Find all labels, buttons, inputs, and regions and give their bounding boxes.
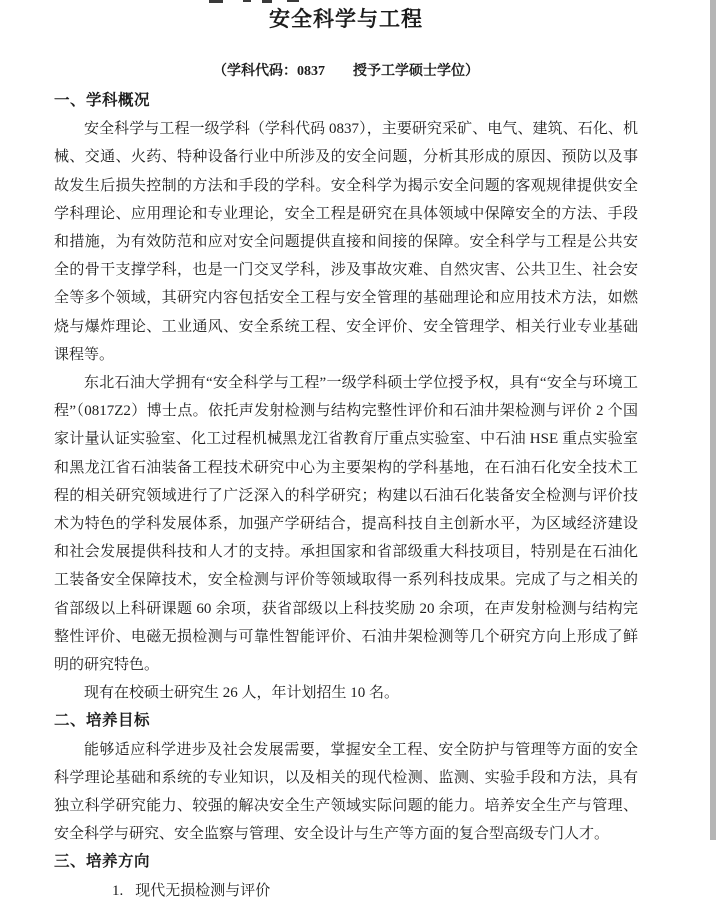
- degree-code-subtitle: （学科代码：0837 授予工学硕士学位）: [213, 64, 479, 79]
- vertical-scrollbar[interactable]: [710, 0, 716, 840]
- page-title: 安全科学与工程: [269, 7, 423, 31]
- paragraph-training-goal: 能够适应科学进步及社会发展需要，掌握安全工程、安全防护与管理等方面的安全科学理论基础和系统的专业知识，以及相关的现代检测、监测、实验手段和方法，具有独立科学研究能力、较强的解决安全生产领域实际问题的能力。培养安全生产与管理、安全科学与研究、安全监察与管理、安全设计与生产等方面的复合型高级专门人才。: [54, 741, 638, 843]
- page-crop-artifact: [243, 0, 251, 2]
- paragraph-discipline-intro: 安全科学与工程一级学科（学科代码 0837），主要研究采矿、电气、建筑、石化、机械、交通、火药、特种设备行业中所涉及的安全问题，分析其形成的原因、预防以及事故发生后损失控制的方法和手段的学科。安全科学为揭示安全问题的客观规律提供安全学科理论、应用理论和专业理论，安全工程是研究在具体领域中保障安全的方法、手段和措施，为有效防范和应对安全问题提供直接和间接的保障。安全科学与工程是公共安全的骨干支撑学科，也是一门交叉学科，涉及事故灾难、自然灾害、公共卫生、社会安全等多个领域，其研究内容包括安全工程与安全管理的基础理论和应用技术方法，如燃烧与爆炸理论、工业通风、安全系统工程、安全评价、安全管理学、相关行业专业基础课程等。: [54, 121, 638, 363]
- section-heading-training-goal: 二、培养目标: [54, 712, 151, 730]
- page-crop-artifact: [262, 0, 272, 3]
- section-heading-overview: 一、学科概况: [54, 92, 151, 109]
- page-crop-artifact: [287, 0, 299, 2]
- page-crop-artifact: [209, 0, 223, 3]
- document-page: [54, 0, 638, 905]
- paragraph-university-strength: 东北石油大学拥有“安全科学与工程”一级学科硕士学位授予权，具有“安全与环境工程”（0817Z2）博士点。依托声发射检测与结构完整性评价和石油井架检测与评价 2 个国家计量认证实验室、化工过程机械黑龙江省教育厅重点实验室、中石油 HSE 重点实验室和黑龙江省石油装备工程技术研究中心为主要架构的学科基地，在石油石化安全技术工程的相关研究领域进行了广泛深入的科学研究；构建以石油石化装备安全检测与评价技术为特色的学科发展体系，加强产学研结合，提高科技自主创新水平，为区域经济建设和社会发展提供科技和人才的支持。承担国家和省部级重大科技项目，特别是在石油化工装备安全保障技术，安全检测与评价等领域取得一系列科技成果。完成了与之相关的省部级以上科研课题 60 余项，获省部级以上科技奖励 20 余项，在声发射检测与结构完整性评价、电磁无损检测与可靠性智能评价、石油井架检测等几个研究方向上形成了鲜明的研究特色。: [54, 375, 638, 674]
- paragraph-enrollment-stats: 现有在校硕士研究生 26 人，年计划招生 10 名。: [84, 685, 400, 702]
- list-item-label: 现代无损检测与评价: [135, 882, 271, 899]
- section-heading-training-directions: 三、培养方向: [54, 853, 151, 871]
- list-item-number: 1.: [112, 882, 124, 899]
- training-direction-item: [54, 877, 638, 905]
